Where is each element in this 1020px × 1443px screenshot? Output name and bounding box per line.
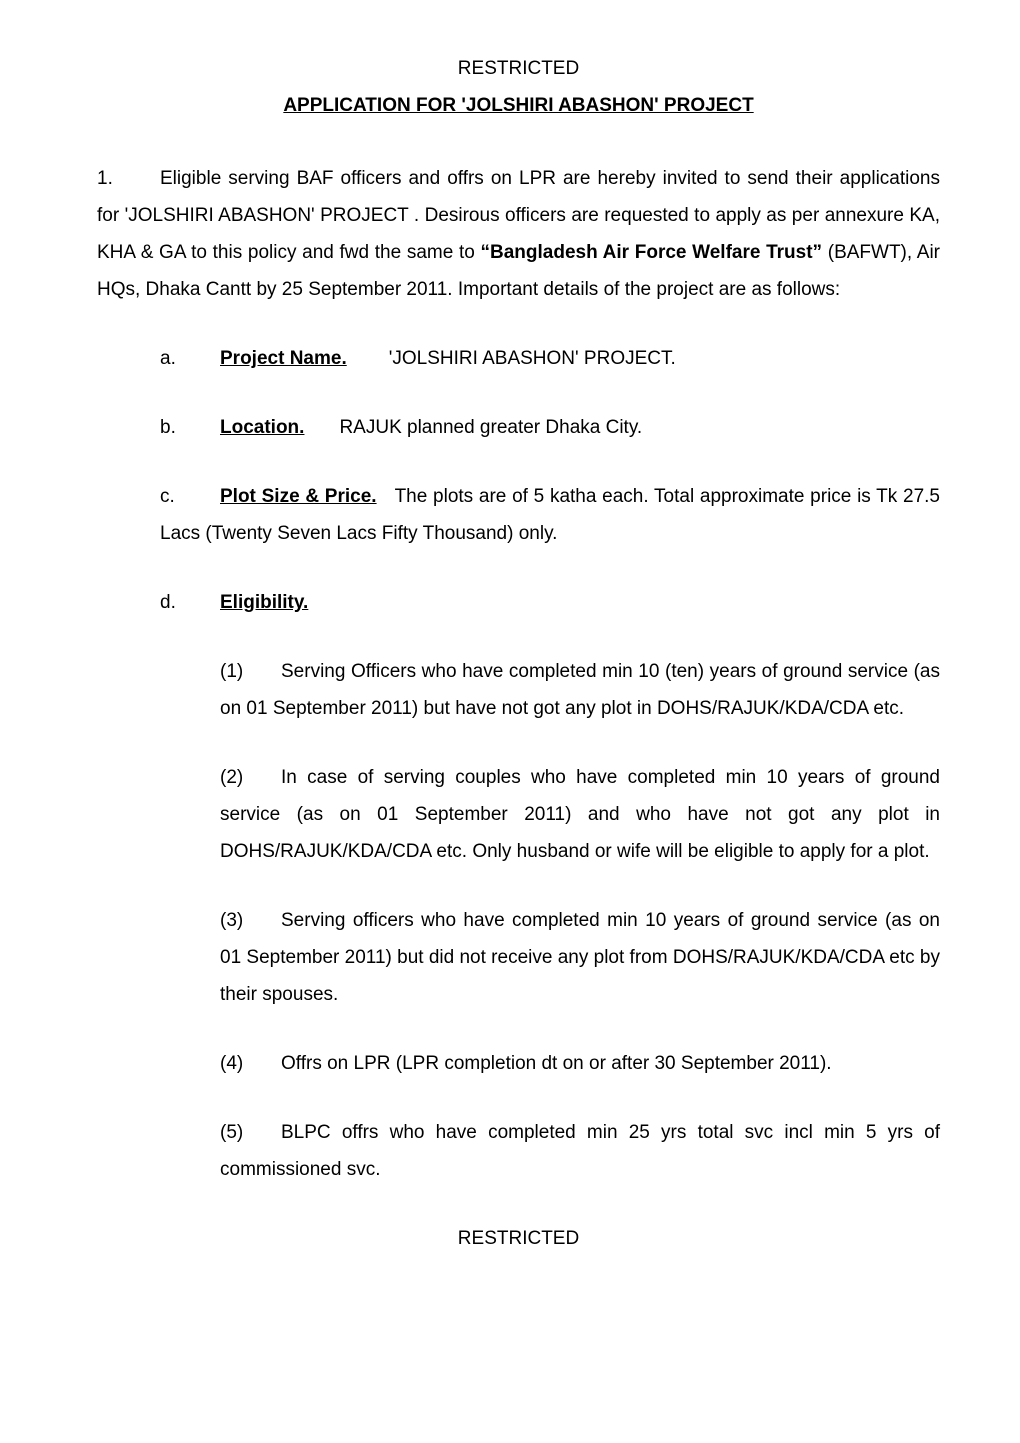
item-c-text: The plots are of 5 katha each. Total approximate price is Tk 27.5 Lacs (Twenty Seven Lacs Fifty Thousand) only. (160, 486, 940, 544)
sub-item-4 (220, 1045, 940, 1082)
document-title-text: APPLICATION FOR 'JOLSHIRI ABASHON' PROJECT (283, 95, 754, 116)
item-c-heading: Plot Size & Price. (220, 486, 377, 507)
intro-paragraph-number: 1. (97, 168, 113, 189)
item-b-label: b. (160, 417, 176, 438)
item-a-heading: Project Name. (220, 348, 347, 369)
item-c (160, 478, 940, 552)
classification-footer: RESTRICTED (457, 1228, 580, 1249)
sub-item-2 (220, 759, 940, 870)
intro-bold-phrase: “Bangladesh Air Force Welfare Trust” (480, 242, 823, 263)
item-a-text: 'JOLSHIRI ABASHON' PROJECT. (388, 348, 676, 369)
sub-item-4-label: (4) (220, 1053, 244, 1074)
sub-item-5 (220, 1114, 940, 1188)
intro-text-after: (BAFWT), Air HQs, Dhaka Cantt by 25 September 2011. Important details of the project are as follows: (97, 242, 941, 300)
intro-paragraph (97, 160, 940, 308)
sub-item-4-text: Offrs on LPR (LPR completion dt on or after 30 September 2011). (281, 1053, 832, 1074)
item-b (160, 409, 940, 446)
item-d-heading: Eligibility. (220, 592, 309, 613)
sub-item-3-label: (3) (220, 910, 244, 931)
sub-item-2-text: In case of serving couples who have completed min 10 years of ground service (as on 01 September 2011) and who have not got any plot in DOHS/RAJUK/KDA/CDA etc. Only husband or wife will be eligible to apply for a plot. (220, 767, 940, 862)
sub-item-1-text: Serving Officers who have completed min 10 (ten) years of ground service (as on 01 September 2011) but have not got any plot in DOHS/RAJUK/KDA/CDA etc. (220, 661, 940, 719)
classification-header: RESTRICTED (457, 58, 580, 79)
sub-item-2-label: (2) (220, 767, 244, 788)
sub-item-3 (220, 902, 940, 1013)
document-title (97, 87, 940, 124)
item-b-text: RAJUK planned greater Dhaka City. (339, 417, 643, 438)
sub-item-1 (220, 653, 940, 727)
sub-item-5-label: (5) (220, 1122, 244, 1143)
sub-item-3-text: Serving officers who have completed min 10 years of ground service (as on 01 September 2011) but did not receive any plot from DOHS/RAJUK/KDA/CDA etc by their spouses. (220, 910, 940, 1005)
item-b-heading: Location. (220, 417, 305, 438)
item-a-label: a. (160, 348, 176, 369)
item-a (160, 340, 940, 377)
sub-item-5-text: BLPC offrs who have completed min 25 yrs total svc incl min 5 yrs of commissioned svc. (220, 1122, 940, 1180)
intro-text-before: Eligible serving BAF officers and offrs on LPR are hereby invited to send their applications for 'JOLSHIRI ABASHON' PROJECT . Desirous officers are requested to apply as per annexure KA, KHA & GA to this policy and fwd the same to (97, 168, 940, 263)
item-c-label: c. (160, 486, 175, 507)
sub-item-1-label: (1) (220, 661, 244, 682)
item-d-label: d. (160, 592, 176, 613)
item-d (160, 584, 940, 621)
